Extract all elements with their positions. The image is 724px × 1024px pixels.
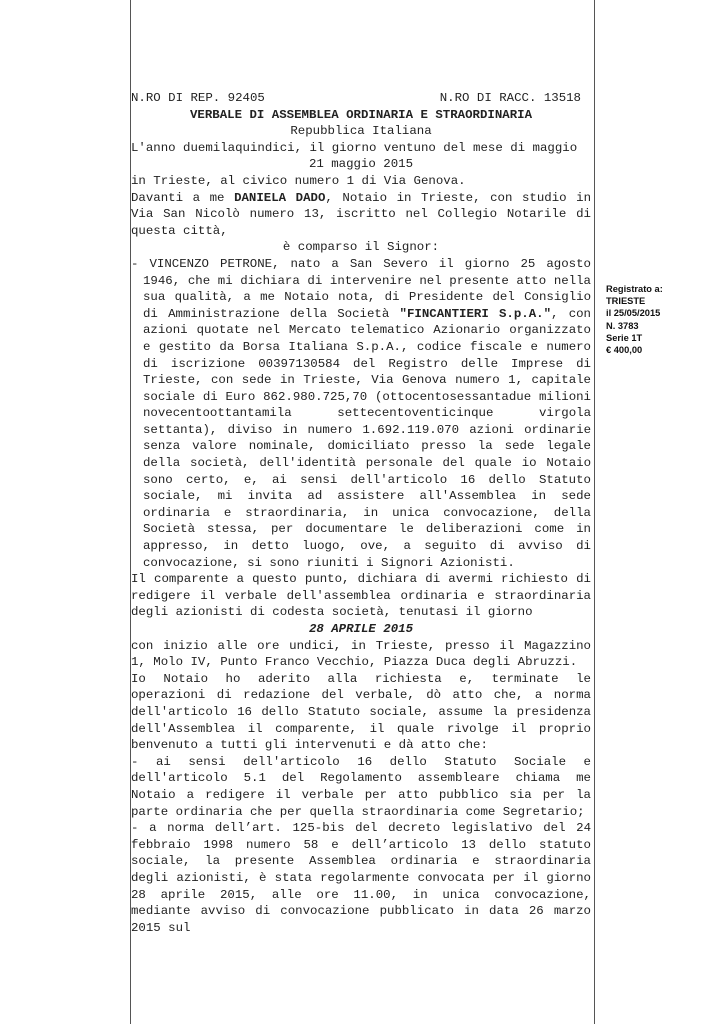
point-secretary: - ai sensi dell'articolo 16 dello Statuto Sociale e dell'articolo 5.1 del Regolamento assembleare chiama me Notaio a redigere il verbale per atto pubblico sia per la parte ordinaria che per quella straordinaria come Segretario; <box>131 754 591 819</box>
republic-heading: Repubblica Italiana <box>290 124 432 139</box>
date-line: 21 maggio 2015 <box>308 157 414 172</box>
document-body <box>131 90 591 936</box>
raccolta-number: N.RO DI RACC. 13518 <box>439 91 581 105</box>
meeting-date: 28 APRILE 2015 <box>308 622 414 636</box>
appeared-line: è comparso il Signor: <box>282 240 440 255</box>
repertory-numbers <box>131 90 591 107</box>
comparente-paragraph: - VINCENZO PETRONE, nato a San Severo il giorno 25 agosto 1946, che mi dichiara di intervenire nel presente atto nella sua qualità, a me Notaio nota, di Presidente del Consiglio di Amministrazione della Società "FINCANTIERI S.p.A.", con azioni quotate nel Mercato telematico Azionario organizzato e gestito da Borsa Italiana S.p.A., codice fiscale e numero di iscrizione 00397130584 del Registro delle Imprese di Trieste, con sede in Trieste, Via Genova numero 1, capitale sociale di Euro 862.980.725,70 (ottocentosessantadue milioni novecentoottantamila settecentoventicinque virgola settanta), diviso in numero 1.692.119.070 azioni ordinarie senza valore nominale, domiciliato presso la sede legale della società, dell'identità personale del quale io Notaio sono certo, e, ai sensi dell'articolo 16 dello Statuto sociale, mi invita ad assistere all'Assemblea in sede ordinaria e straordinaria, in unica convocazione, della Società stessa, per documentare le deliberazioni come in appresso, in detto luogo, ove, a seguito di avviso di convocazione, si sono riuniti i Signori Azionisti. <box>131 256 591 570</box>
point-convocation: - a norma dell’art. 125-bis del decreto legislativo del 24 febbraio 1998 numero 58 e dell’articolo 13 dello statuto sociale, la presente Assemblea ordinaria e straordinaria degli azionisti, è stata regolarmente convocata per il giorno 28 aprile 2015, alle ore 11.00, in unica convocazione, mediante avviso di convocazione pubblicato in data 26 marzo 2015 sul <box>131 821 591 935</box>
meeting-place-paragraph: con inizio alle ore undici, in Trieste, presso il Magazzino 1, Molo IV, Punto Franco Vecchio, Piazza Duca degli Abruzzi. <box>131 638 591 670</box>
request-paragraph: Il comparente a questo punto, dichiara di avermi richiesto di redigere il verbale dell'assemblea ordinaria e straordinaria degli azionisti di codesta società, tenutasi il giorno <box>131 572 591 620</box>
notary-paragraph: Davanti a me DANIELA DADO, Notaio in Trieste, con studio in Via San Nicolò numero 13, iscritto nel Collegio Notarile di questa città, <box>131 190 592 238</box>
notary-name: DANIELA DADO <box>234 190 326 205</box>
year-line: L'anno duemilaquindici, il giorno ventuno del mese di maggio <box>131 140 578 155</box>
acceptance-paragraph: Io Notaio ho aderito alla richiesta e, terminate le operazioni di redazione del verbale, dò atto che, a norma dell'articolo 16 dello Statuto sociale, assume la presidenza dell'Assemblea il comparente, il quale rivolge il proprio benvenuto a tutti gli intervenuti e dà atto che: <box>131 671 591 753</box>
place-line: in Trieste, al civico numero 1 di Via Genova. <box>131 173 466 188</box>
company-name: "FINCANTIERI S.p.A." <box>399 306 552 321</box>
registration-stamp: Registrato a: TRIESTE il 25/05/2015 N. 3783 Serie 1T € 400,00 <box>606 284 663 356</box>
repertory-number: N.RO DI REP. 92405 <box>131 91 265 105</box>
right-margin-line <box>594 0 595 1024</box>
document-title: VERBALE DI ASSEMBLEA ORDINARIA E STRAORDINARIA <box>189 107 533 122</box>
